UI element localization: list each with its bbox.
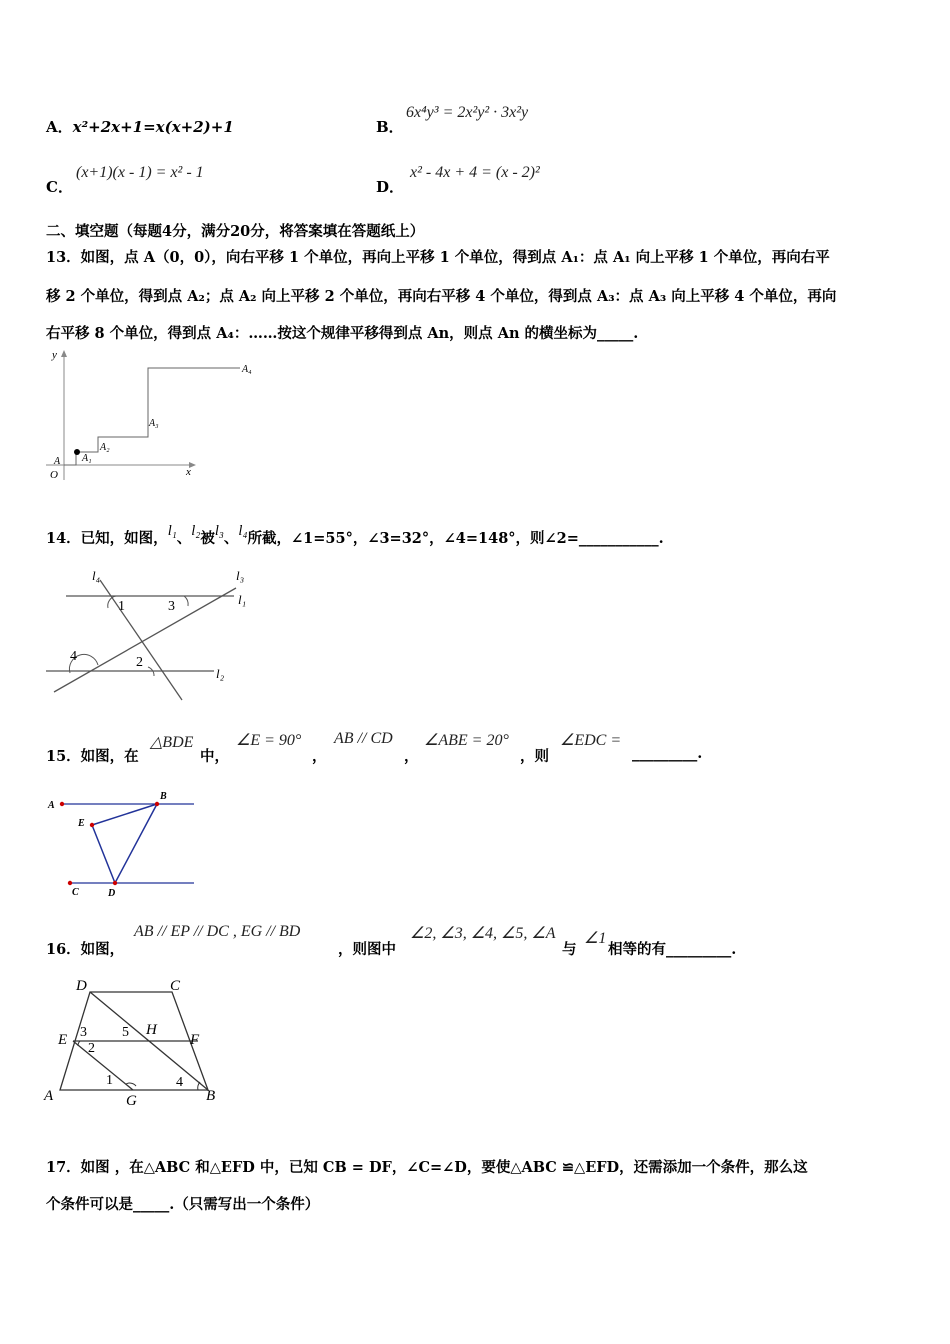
fig15-c: C [72, 887, 79, 898]
q15-comma2: ， [404, 748, 419, 765]
q15-math2: AB // CD [334, 730, 393, 747]
option-d-math: x² - 4x + 4 = (x - 2)² [410, 164, 540, 181]
fig16-d: D [76, 978, 87, 994]
q14-l2: l₂ [191, 523, 201, 539]
q15-prefix: 15．如图，在 [46, 748, 139, 765]
option-c-math: (x+1)(x - 1) = x² - 1 [76, 164, 204, 181]
fig15-d: D [108, 888, 116, 898]
fig14-l1: l₁ [238, 592, 247, 607]
q14-prefix: 14．已知，如图， [46, 530, 168, 547]
fig13-a3: A₃ [149, 418, 159, 429]
q14-bei: 被 [200, 530, 215, 547]
q17-line2: 个条件可以是_____.（只需写出一个条件） [46, 1196, 320, 1213]
q15-math4: ∠EDC = [560, 732, 622, 749]
fig14-l2: l₂ [216, 666, 225, 681]
fig16-a: A [44, 1088, 54, 1104]
fig16-3: 3 [80, 1025, 87, 1040]
option-a [46, 116, 234, 137]
fig14-l3: l₃ [236, 568, 245, 583]
q14-l3: l₃ [214, 523, 224, 539]
fig16-g: G [126, 1093, 137, 1109]
q14-sep2: 、 [223, 530, 239, 547]
option-b-math: 6x⁴y³ = 2x²y² · 3x²y [406, 104, 529, 121]
q14-sep1: 、 [176, 530, 192, 547]
fig16-e: E [58, 1032, 68, 1048]
q16-mid: ，则图中 [338, 941, 396, 958]
fig14-3: 3 [168, 599, 175, 614]
q15-blank: _________. [632, 745, 703, 762]
option-c-label: C． [46, 178, 73, 196]
fig14-2: 2 [136, 655, 143, 670]
q16-prefix: 16．如图， [46, 941, 125, 958]
fig13-x: x [186, 466, 191, 478]
q16-figure [40, 972, 240, 1112]
fig16-5: 5 [122, 1025, 129, 1040]
fig13-a2: A₂ [100, 442, 110, 453]
q16-math2: ∠2, ∠3, ∠4, ∠5, ∠A [410, 925, 556, 942]
fig14-4: 4 [70, 649, 77, 664]
q16-tail: 相等的有_________. [608, 941, 737, 958]
fig13-y: y [52, 349, 57, 361]
q16-math1: AB // EP // DC , EG // BD [134, 923, 301, 940]
q14-figure [42, 566, 262, 706]
fig16-c: C [170, 978, 181, 994]
q14-suffix: 所截，∠1=55°，∠3=32°，∠4=148°，则∠2=___________. [247, 530, 664, 547]
fig16-1: 1 [106, 1073, 113, 1088]
point-a1 [74, 449, 80, 455]
q16-math3: ∠1 [584, 930, 607, 947]
fig16-f: F [190, 1032, 200, 1048]
q13-line2: 移 2 个单位，得到点 A₂；点 A₂ 向上平移 2 个单位，再向右平移 4 个单位，得到点 A₃：点 A₃ 向上平移 4 个单位，再向 [46, 288, 837, 305]
option-a-text: x²+2x+1=x(x+2)+1 [72, 118, 234, 136]
fig15-a: A [48, 800, 55, 811]
q15-triangle: △BDE [150, 734, 194, 751]
q15-comma3: ，则 [520, 748, 549, 765]
fig16-h: H [146, 1022, 157, 1038]
q15-comma1: ， [312, 748, 327, 765]
q15-figure [42, 786, 202, 898]
fig16-4: 4 [176, 1075, 183, 1090]
fig16-2: 2 [88, 1041, 95, 1056]
q14-l4: l₄ [238, 523, 248, 539]
fig16-b: B [206, 1088, 216, 1104]
fig13-o: O [50, 469, 58, 481]
q15-zhong: 中， [200, 748, 229, 765]
q15-math1: ∠E = 90° [236, 732, 302, 749]
q16-yu: 与 [562, 941, 577, 958]
fig15-b: B [160, 791, 167, 802]
q13-figure [44, 348, 264, 484]
option-b-label: B． [376, 118, 404, 136]
q14-l1: l₁ [167, 523, 177, 539]
q15-math3: ∠ABE = 20° [424, 732, 509, 749]
fig14-1: 1 [118, 599, 125, 614]
option-d-label: D． [376, 178, 405, 196]
q13-line3: 右平移 8 个单位，得到点 A₄：……按这个规律平移得到点 An，则点 An 的横坐标为_____. [46, 325, 639, 342]
q13-line1: 13．如图，点 A（0，0），向右平移 1 个单位，再向上平移 1 个单位，得到点 A₁：点 A₁ 向上平移 1 个单位，再向右平 [46, 249, 830, 266]
fig13-a1: A₁ [82, 453, 92, 464]
option-a-label: A． [46, 118, 73, 136]
q17-line1: 17．如图 ，在△ABC 和△EFD 中，已知 CB = DF，∠C=∠D，要使△ABC ≌△EFD，还需添加一个条件，那么这 [46, 1159, 808, 1176]
fig13-a: A [54, 456, 61, 467]
q14-line [46, 523, 664, 548]
fig13-a4: A₄ [242, 364, 252, 375]
fig15-e: E [78, 818, 85, 829]
fig14-l4: l₄ [92, 568, 101, 583]
section-title: 二、填空题（每题4分，满分20分，将答案填在答题纸上） [46, 223, 425, 240]
